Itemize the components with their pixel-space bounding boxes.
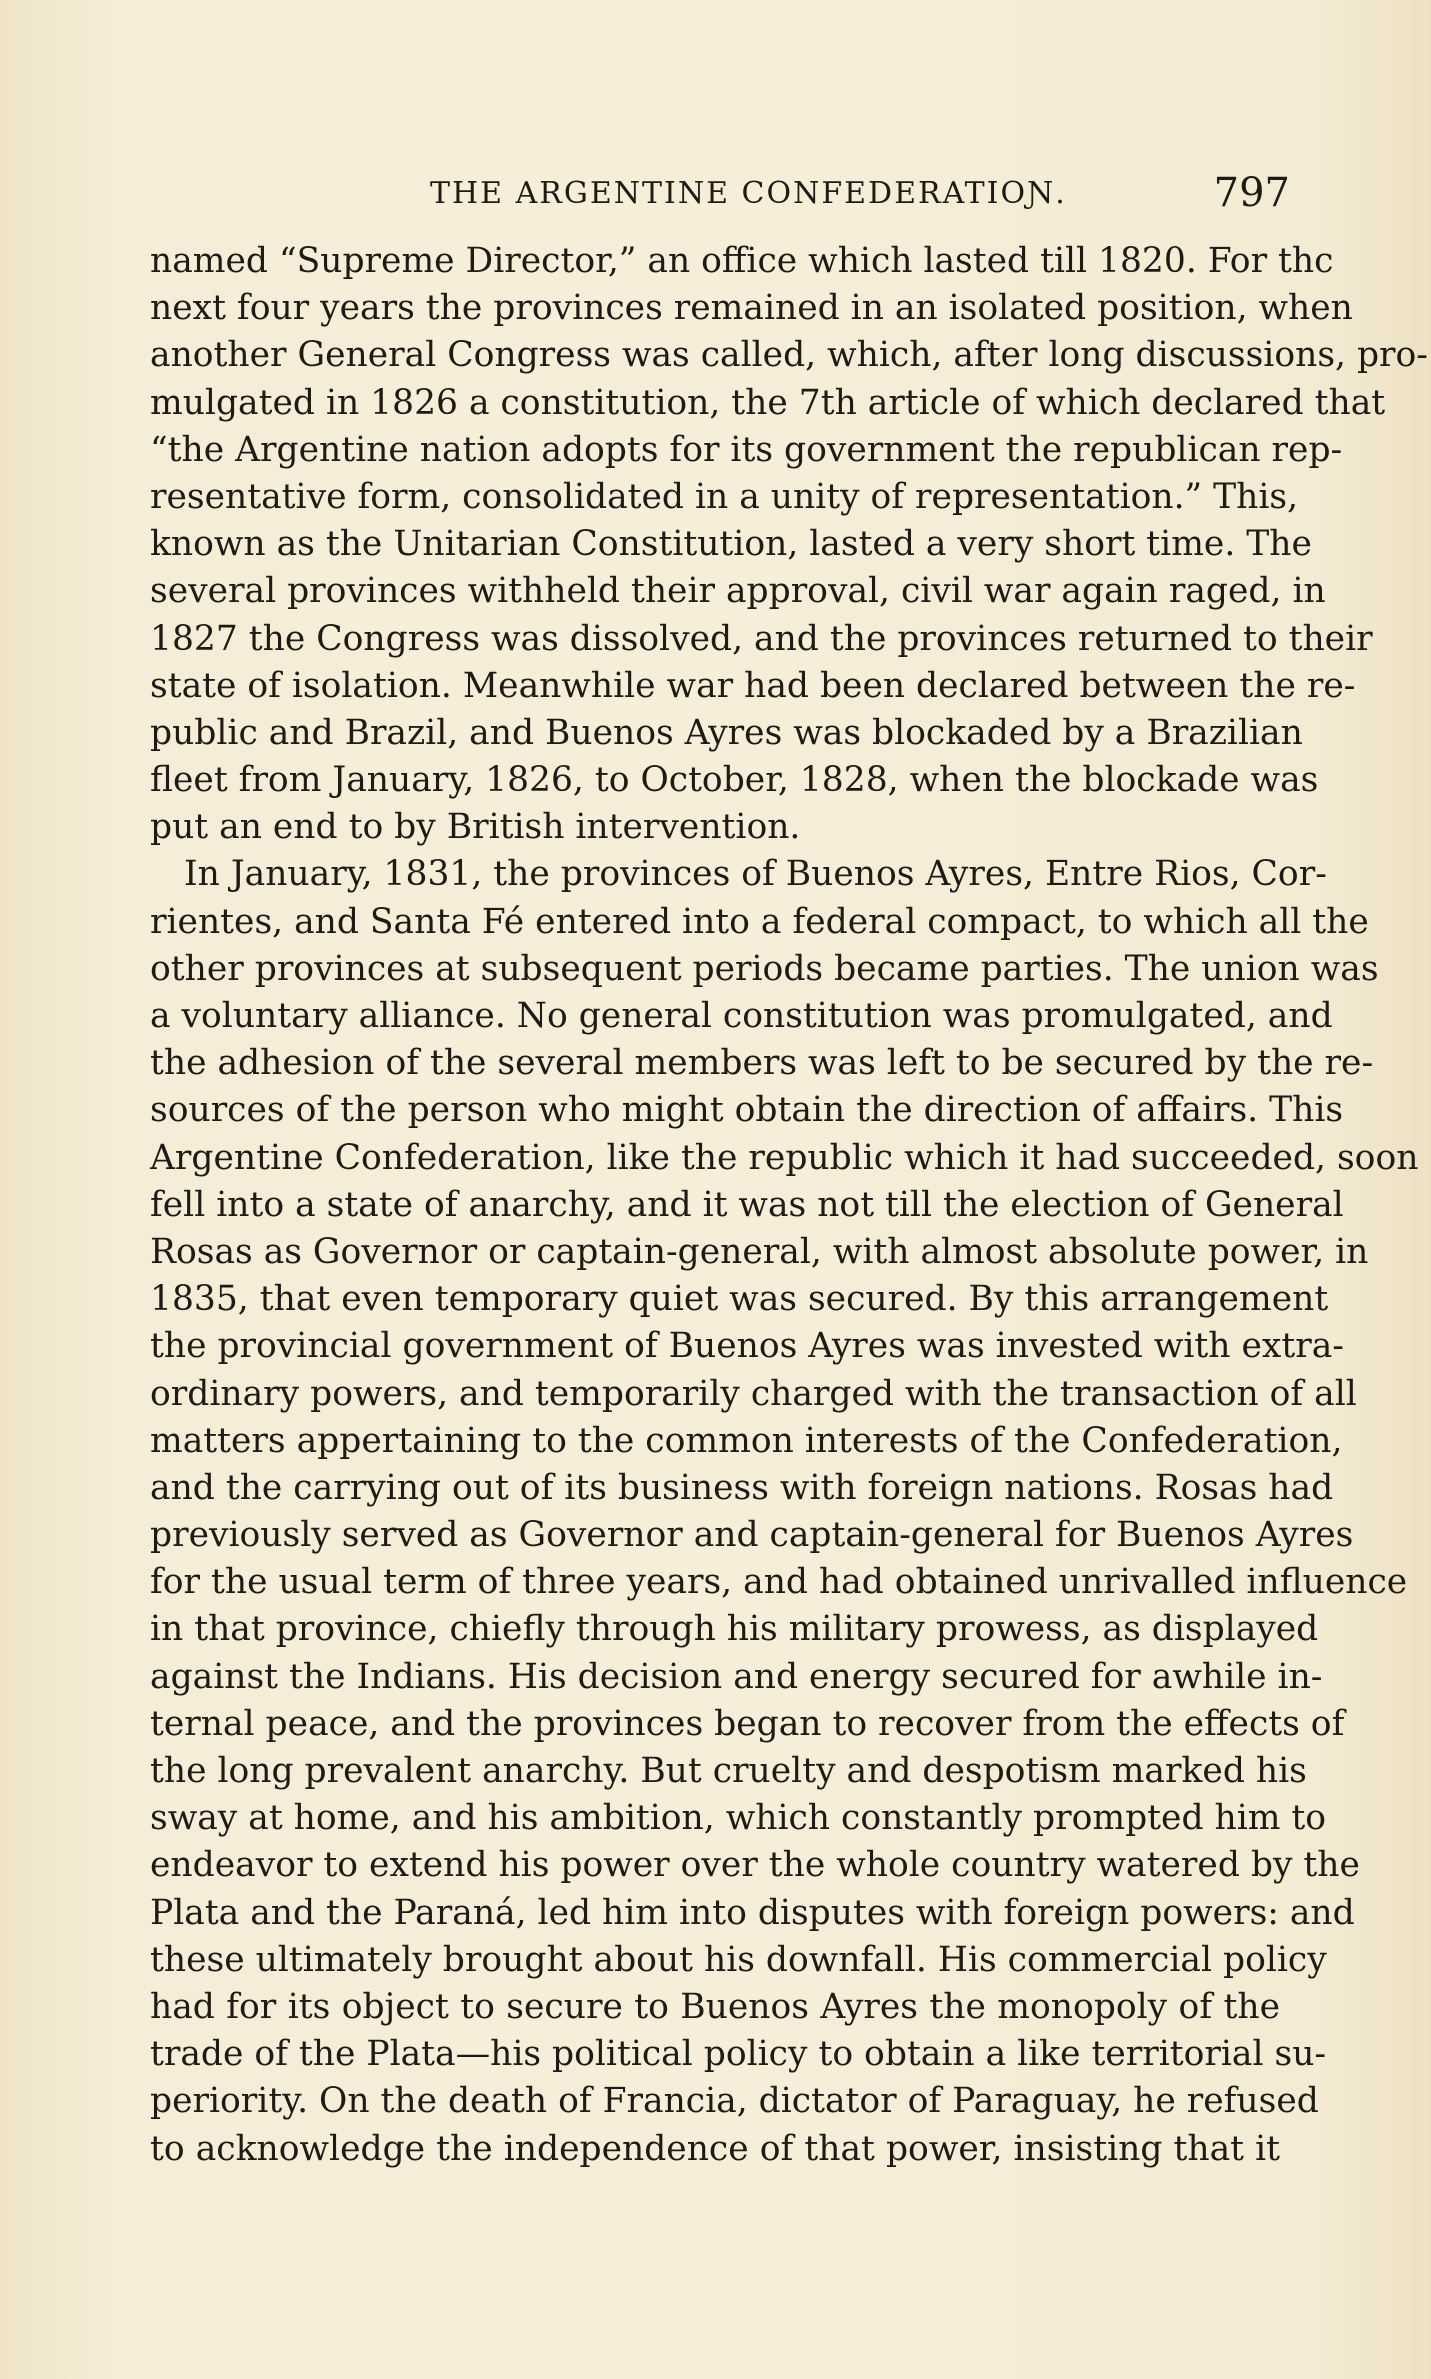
text-line: the long prevalent anarchy. But cruelty and despotism marked his [150, 1751, 1307, 1791]
text-line: resentative form, consolidated in a unity of representation.” This, [150, 476, 1299, 517]
text-line: other provinces at subsequent periods became parties. The union was [150, 948, 1379, 989]
text-line: matters appertaining to the common interests of the Confederation, [150, 1420, 1343, 1461]
text-line: state of isolation. Meanwhile war had been declared between the re- [150, 665, 1356, 706]
text-line: sources of the person who might obtain the direction of affairs. This [150, 1090, 1344, 1131]
text-line: for the usual term of three years, and had obtained unrivalled influence [150, 1562, 1408, 1603]
text-line: In January, 1831, the provinces of Buenos Ayres, Entre Rios, Cor- [184, 854, 1327, 895]
text-line: the provincial government of Buenos Ayres was invested with extra- [150, 1326, 1344, 1367]
text-line: periority. On the death of Francia, dictator of Paraguay, he refused [150, 2081, 1319, 2122]
text-line: known as the Unitarian Constitution, lasted a very short time. The [150, 524, 1312, 565]
text-line: next four years the provinces remained in an isolated position, when [150, 288, 1353, 329]
text-line: “the Argentine nation adopts for its government the republican rep- [150, 429, 1343, 470]
text-line: and the carrying out of its business with foreign nations. Rosas had [150, 1467, 1334, 1508]
text-line: Rosas as Governor or captain-general, with almost absolute power, in [150, 1231, 1369, 1272]
text-line: fell into a state of anarchy, and it was not till the election of General [150, 1184, 1344, 1225]
text-line: Plata and the Paraná, led him into disputes with foreign powers: and [150, 1892, 1355, 1933]
page-number: 797 [1213, 170, 1290, 216]
text-line: the adhesion of the several members was left to be secured by the re- [150, 1043, 1374, 1084]
body-text [150, 238, 1428, 2173]
running-title: THE ARGENTINE CONFEDERATIOƝ. [430, 176, 1067, 211]
text-line: these ultimately brought about his downfall. His commercial policy [150, 1939, 1327, 1980]
text-line: several provinces withheld their approval, civil war again raged, in [150, 571, 1326, 612]
text-line: rientes, and Santa Fé entered into a federal compact, to which all the [150, 901, 1369, 942]
text-line: public and Brazil, and Buenos Ayres was blockaded by a Brazilian [150, 712, 1303, 753]
text-line: another General Congress was called, which, after long discussions, pro- [150, 335, 1428, 376]
text-line: trade of the Plata—his political policy to obtain a like territorial su- [150, 2034, 1327, 2075]
text-line: put an end to by British intervention. [150, 807, 801, 848]
page-header [150, 170, 1290, 230]
text-line: previously served as Governor and captain-general for Buenos Ayres [150, 1515, 1354, 1556]
text-line: against the Indians. His decision and energy secured for awhile in- [150, 1656, 1323, 1697]
text-line: fleet from January, 1826, to October, 1828, when the blockade was [150, 760, 1319, 801]
text-line: endeavor to extend his power over the whole country watered by the [150, 1845, 1360, 1886]
text-line: named “Supreme Director,” an office which lasted till 1820. For thc [150, 241, 1334, 281]
text-line: Argentine Confederation, like the republic which it had succeeded, soon [150, 1137, 1419, 1178]
text-line: sway at home, and his ambition, which constantly prompted him to [150, 1798, 1327, 1839]
text-line: 1827 the Congress was dissolved, and the provinces returned to their [150, 618, 1373, 659]
text-line: had for its object to secure to Buenos Ayres the monopoly of the [150, 1986, 1280, 2027]
text-line: 1835, that even temporary quiet was secured. By this arrangement [150, 1279, 1329, 1320]
text-line: a voluntary alliance. No general constitution was promulgated, and [150, 996, 1333, 1036]
text-line: mulgated in 1826 a constitution, the 7th article of which declared that [150, 382, 1386, 423]
text-line: in that province, chiefly through his military prowess, as displayed [150, 1609, 1319, 1650]
text-line: ordinary powers, and temporarily charged with the transaction of all [150, 1373, 1357, 1414]
text-line: to acknowledge the independence of that power, insisting that it [150, 2128, 1280, 2169]
text-line: ternal peace, and the provinces began to recover from the effects of [150, 1703, 1345, 1744]
